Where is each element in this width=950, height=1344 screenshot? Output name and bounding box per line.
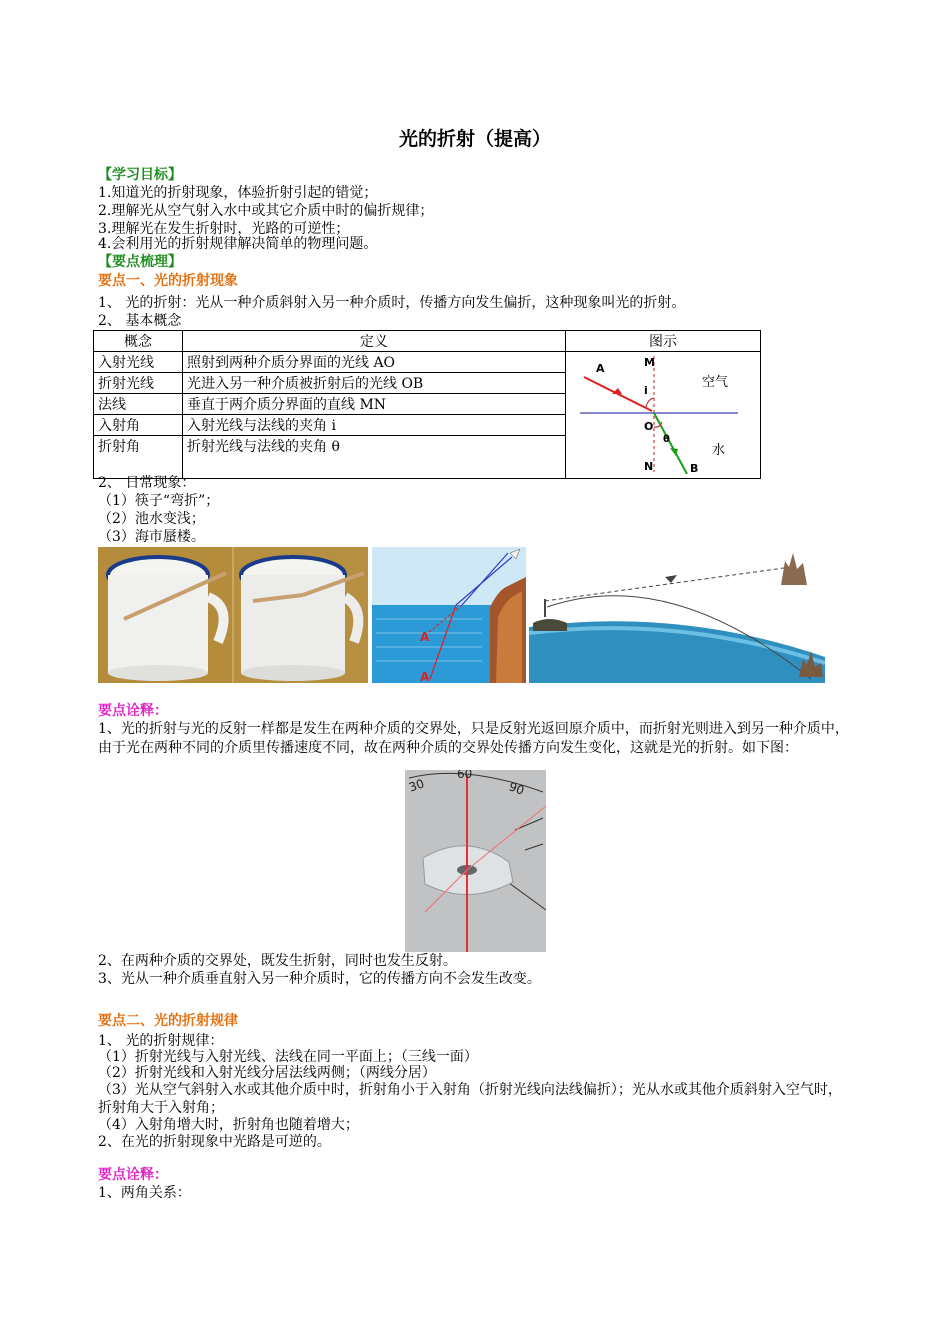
refraction-diagram-cell <box>566 352 761 479</box>
law-heading: 1、 光的折射规律： <box>98 1033 224 1049</box>
point2-heading: 要点二、光的折射规律 <box>98 1013 238 1029</box>
label-i: i <box>644 384 648 397</box>
point1-heading: 要点一、光的折射现象 <box>98 273 238 289</box>
point1-definition: 1、 光的折射：光从一种介质斜射入另一种介质时，传播方向发生偏折，这种现象叫光的折射。 <box>98 295 686 311</box>
table-header: 定义 <box>183 331 566 352</box>
apparent-image-label: A <box>420 630 430 644</box>
table-cell: 光进入另一种介质被折射后的光线 OB <box>183 373 566 394</box>
incidence-angle-arc <box>646 398 654 407</box>
law-item: （3）光从空气斜射入水或其他介质中时，折射角小于入射角（折射光线向法线偏折）；光从水或其他介质斜射入空气时，折射角大于入射角； <box>98 1082 842 1116</box>
label-a: A <box>596 362 605 375</box>
protractor-photo <box>405 770 546 952</box>
note1-item: 3、光从一种介质垂直射入另一种介质时，它的传播方向不会发生改变。 <box>98 971 541 987</box>
real-object-label: A <box>420 670 430 683</box>
label-o: O <box>644 420 654 433</box>
concept-table <box>93 330 761 479</box>
label-air: 空气 <box>702 375 729 390</box>
note1-item: 2、在两种介质的交界处，既发生折射，同时也发生反射。 <box>98 953 457 969</box>
tick-60: 60 <box>457 770 473 781</box>
page-title: 光的折射（提高） <box>398 128 551 150</box>
daily-item: （3）海市蜃楼。 <box>98 529 205 545</box>
label-n: N <box>644 460 654 473</box>
table-cell: 法线 <box>94 394 183 415</box>
table-cell: 折射角 <box>94 436 183 479</box>
goals-heading: 【学习目标】 <box>98 167 182 183</box>
note1-heading: 要点诠释： <box>98 703 168 719</box>
table-cell: 折射光线与法线的夹角 θ <box>183 436 566 479</box>
chopstick-photo <box>98 547 368 683</box>
daily-item: （1）筷子“弯折”； <box>98 493 220 509</box>
label-b: B <box>690 462 699 474</box>
label-m: M <box>644 356 655 369</box>
goal-item: 3.理解光在发生折射时，光路的可逆性； <box>98 221 350 237</box>
refraction-diagram <box>566 352 758 474</box>
table-cell: 照射到两种介质分界面的光线 AO <box>183 352 566 373</box>
note2-heading: 要点诠释： <box>98 1167 168 1183</box>
law-reversible: 2、在光的折射现象中光路是可逆的。 <box>98 1134 331 1150</box>
law-item: （2）折射光线和入射光线分居法线两侧；（两线分居） <box>98 1065 436 1081</box>
table-header: 概念 <box>94 331 183 352</box>
note2-item: 1、两角关系： <box>98 1185 191 1201</box>
daily-heading: 2、 日常现象： <box>98 475 196 491</box>
table-cell: 入射角 <box>94 415 183 436</box>
table-cell: 入射光线与法线的夹角 i <box>183 415 566 436</box>
law-item: （4）入射角增大时，折射角也随着增大； <box>98 1117 359 1133</box>
concept-heading: 2、 基本概念 <box>98 313 182 329</box>
table-cell: 折射光线 <box>94 373 183 394</box>
tick-30: 30 <box>406 776 427 795</box>
daily-item: （2）池水变浅； <box>98 511 205 527</box>
mirage-diagram <box>529 547 825 683</box>
pool-depth-diagram <box>372 547 526 683</box>
goal-item: 1.知道光的折射现象，体验折射引起的错觉； <box>98 185 378 201</box>
summary-heading: 【要点梳理】 <box>98 254 182 270</box>
law-item: （1）折射光线与入射光线、法线在同一平面上；（三线一面） <box>98 1049 478 1065</box>
note1-paragraph: 1、光的折射与光的反射一样都是发生在两种介质的交界处，只是反射光返回原介质中，而折射光则进入到另一种介质中，由于光在两种不同的介质里传播速度不同，故在两种介质的交界处传播方向发生变化，这就是光的折射。如下图： <box>98 721 849 756</box>
table-cell: 垂直于两介质分界面的直线 MN <box>183 394 566 415</box>
table-cell: 入射光线 <box>94 352 183 373</box>
table-header: 图示 <box>566 331 761 352</box>
tick-90: 90 <box>506 779 527 798</box>
goal-item: 2.理解光从空气射入水中或其它介质中时的偏折规律； <box>98 203 434 219</box>
refracted-ray <box>654 413 687 474</box>
goal-item: 4.会利用光的折射规律解决简单的物理问题。 <box>98 236 378 252</box>
label-theta: θ <box>663 434 670 445</box>
label-water: 水 <box>712 443 726 458</box>
